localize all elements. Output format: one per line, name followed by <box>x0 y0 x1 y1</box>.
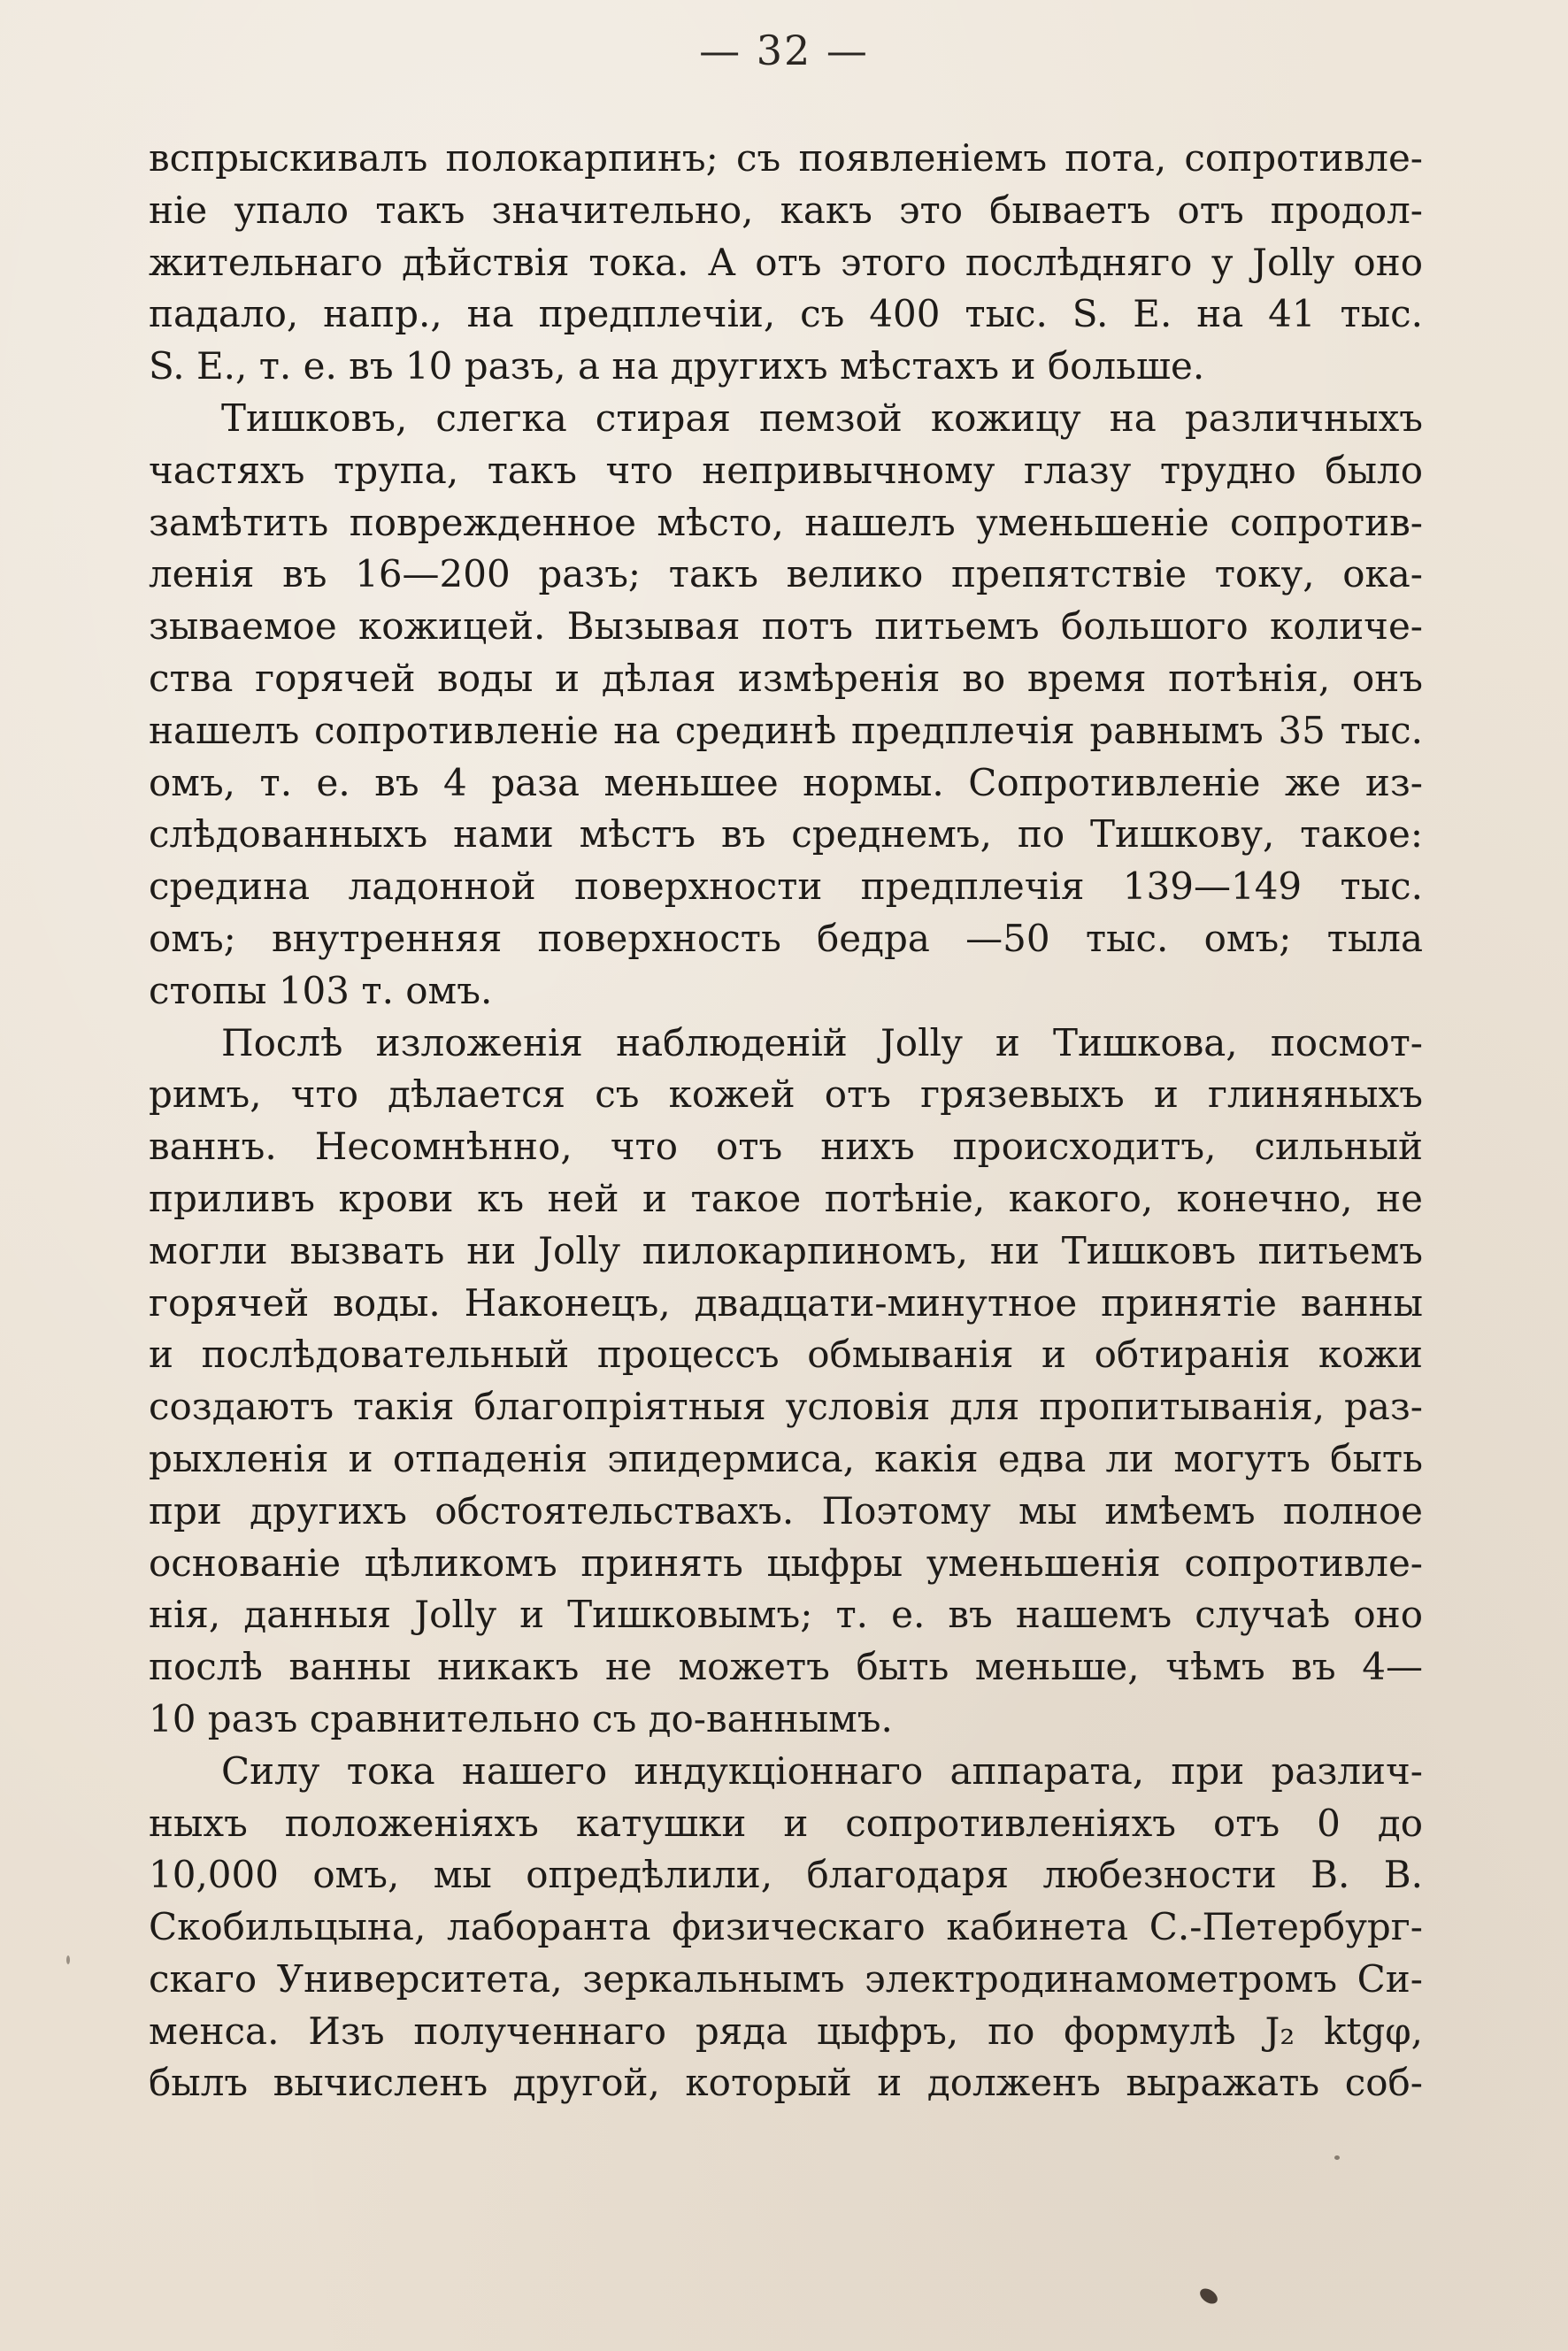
text-line: замѣтить поврежденное мѣсто, нашелъ уменьшеніе сопротив- <box>149 500 1423 544</box>
text-line: основаніе цѣликомъ принять цыфры уменьшенія сопротивле- <box>149 1540 1423 1585</box>
paragraph <box>149 133 1423 393</box>
text-line: 10,000 омъ, мы опредѣлили, благодаря любезности В. В. <box>149 1853 1423 1897</box>
text-line: слѣдованныхъ нами мѣстъ въ среднемъ, по Тишкову, такое: <box>149 812 1423 857</box>
page-number: — 32 — <box>699 27 869 74</box>
text-line: могли вызвать ни Jolly пилокарпиномъ, ни Тишковъ питьемъ <box>149 1228 1423 1272</box>
text-line: послѣ ванны никакъ не можетъ быть меньше, чѣмъ въ 4— <box>149 1645 1423 1689</box>
text-line: 10 разъ сравнительно съ до-ваннымъ. <box>149 1696 893 1740</box>
paragraph <box>149 1018 1423 1746</box>
text-line: средина ладонной поверхности предплечія 139—149 тыс. <box>149 864 1423 909</box>
text-line: S. E., т. е. въ 10 разъ, а на другихъ мѣстахъ и больше. <box>149 344 1205 388</box>
text-line: рыхленія и отпаденія эпидермиса, какія едва ли могутъ быть <box>149 1436 1423 1480</box>
text-line: римъ, что дѣлается съ кожей отъ грязевыхъ и глиняныхъ <box>149 1072 1423 1117</box>
ink-speck <box>66 1955 70 1964</box>
text-line: вспрыскивалъ полокарпинъ; съ появленіемъ пота, сопротивле- <box>149 136 1423 180</box>
text-line: частяхъ трупа, такъ что непривычному глазу трудно было <box>149 448 1423 492</box>
text-line: ленія въ 16—200 разъ; такъ велико препятствіе току, ока- <box>149 552 1423 596</box>
text-line: нашелъ сопротивленіе на срединѣ предплечія равнымъ 35 тыс. <box>149 708 1423 752</box>
text-line: Послѣ изложенія наблюденій Jolly и Тишкова, посмот- <box>221 1020 1423 1064</box>
text-line: приливъ крови къ ней и такое потѣніе, какого, конечно, не <box>149 1176 1423 1220</box>
ink-speck <box>1197 2286 1220 2307</box>
text-line: ніе упало такъ значительно, какъ это бываетъ отъ продол- <box>149 188 1423 232</box>
text-line: ныхъ положеніяхъ катушки и сопротивленіяхъ отъ 0 до <box>149 1801 1423 1845</box>
text-line: создаютъ такія благопріятныя условія для пропитыванія, раз- <box>149 1385 1423 1429</box>
text-line: падало, напр., на предплечіи, съ 400 тыс. S. E. на 41 тыс. <box>149 292 1423 336</box>
text-line: омъ, т. е. въ 4 раза меньшее нормы. Сопротивленіе же из- <box>149 760 1423 804</box>
text-line: Тишковъ, слегка стирая пемзой кожицу на различныхъ <box>221 396 1423 440</box>
text-line: омъ; внутренняя поверхность бедра —50 тыс. омъ; тыла <box>149 916 1423 960</box>
text-body <box>149 133 1423 2109</box>
text-line: былъ вычисленъ другой, который и долженъ выражать соб- <box>149 2061 1423 2105</box>
paragraph <box>149 393 1423 1018</box>
text-line: менса. Изъ полученнаго ряда цыфръ, по формулѣ J₂ ktgφ, <box>149 2009 1423 2053</box>
text-line: нія, данныя Jolly и Тишковымъ; т. е. въ нашемъ случаѣ оно <box>149 1593 1423 1637</box>
text-line: зываемое кожицей. Вызывая потъ питьемъ большого количе- <box>149 604 1423 649</box>
text-line: ства горячей воды и дѣлая измѣренія во время потѣнія, онъ <box>149 656 1423 700</box>
text-line: ваннъ. Несомнѣнно, что отъ нихъ происходитъ, сильный <box>149 1125 1423 1169</box>
text-line: Скобильцына, лаборанта физическаго кабинета С.-Петербург- <box>149 1905 1423 1949</box>
text-line: жительнаго дѣйствія тока. А отъ этого послѣдняго у Jolly оно <box>149 240 1423 284</box>
text-line: горячей воды. Наконецъ, двадцати-минутное принятіе ванны <box>149 1280 1423 1325</box>
text-line: Силу тока нашего индукціоннаго аппарата, при различ- <box>221 1748 1423 1793</box>
ink-speck <box>1334 2155 1340 2160</box>
text-line: и послѣдовательный процессъ обмыванія и обтиранія кожи <box>149 1333 1423 1377</box>
paragraph <box>149 1746 1423 2110</box>
text-line: при другихъ обстоятельствахъ. Поэтому мы имѣемъ полное <box>149 1488 1423 1533</box>
text-line: стопы 103 т. омъ. <box>149 968 493 1012</box>
text-line: скаго Университета, зеркальнымъ электродинамометромъ Си- <box>149 1956 1423 2001</box>
